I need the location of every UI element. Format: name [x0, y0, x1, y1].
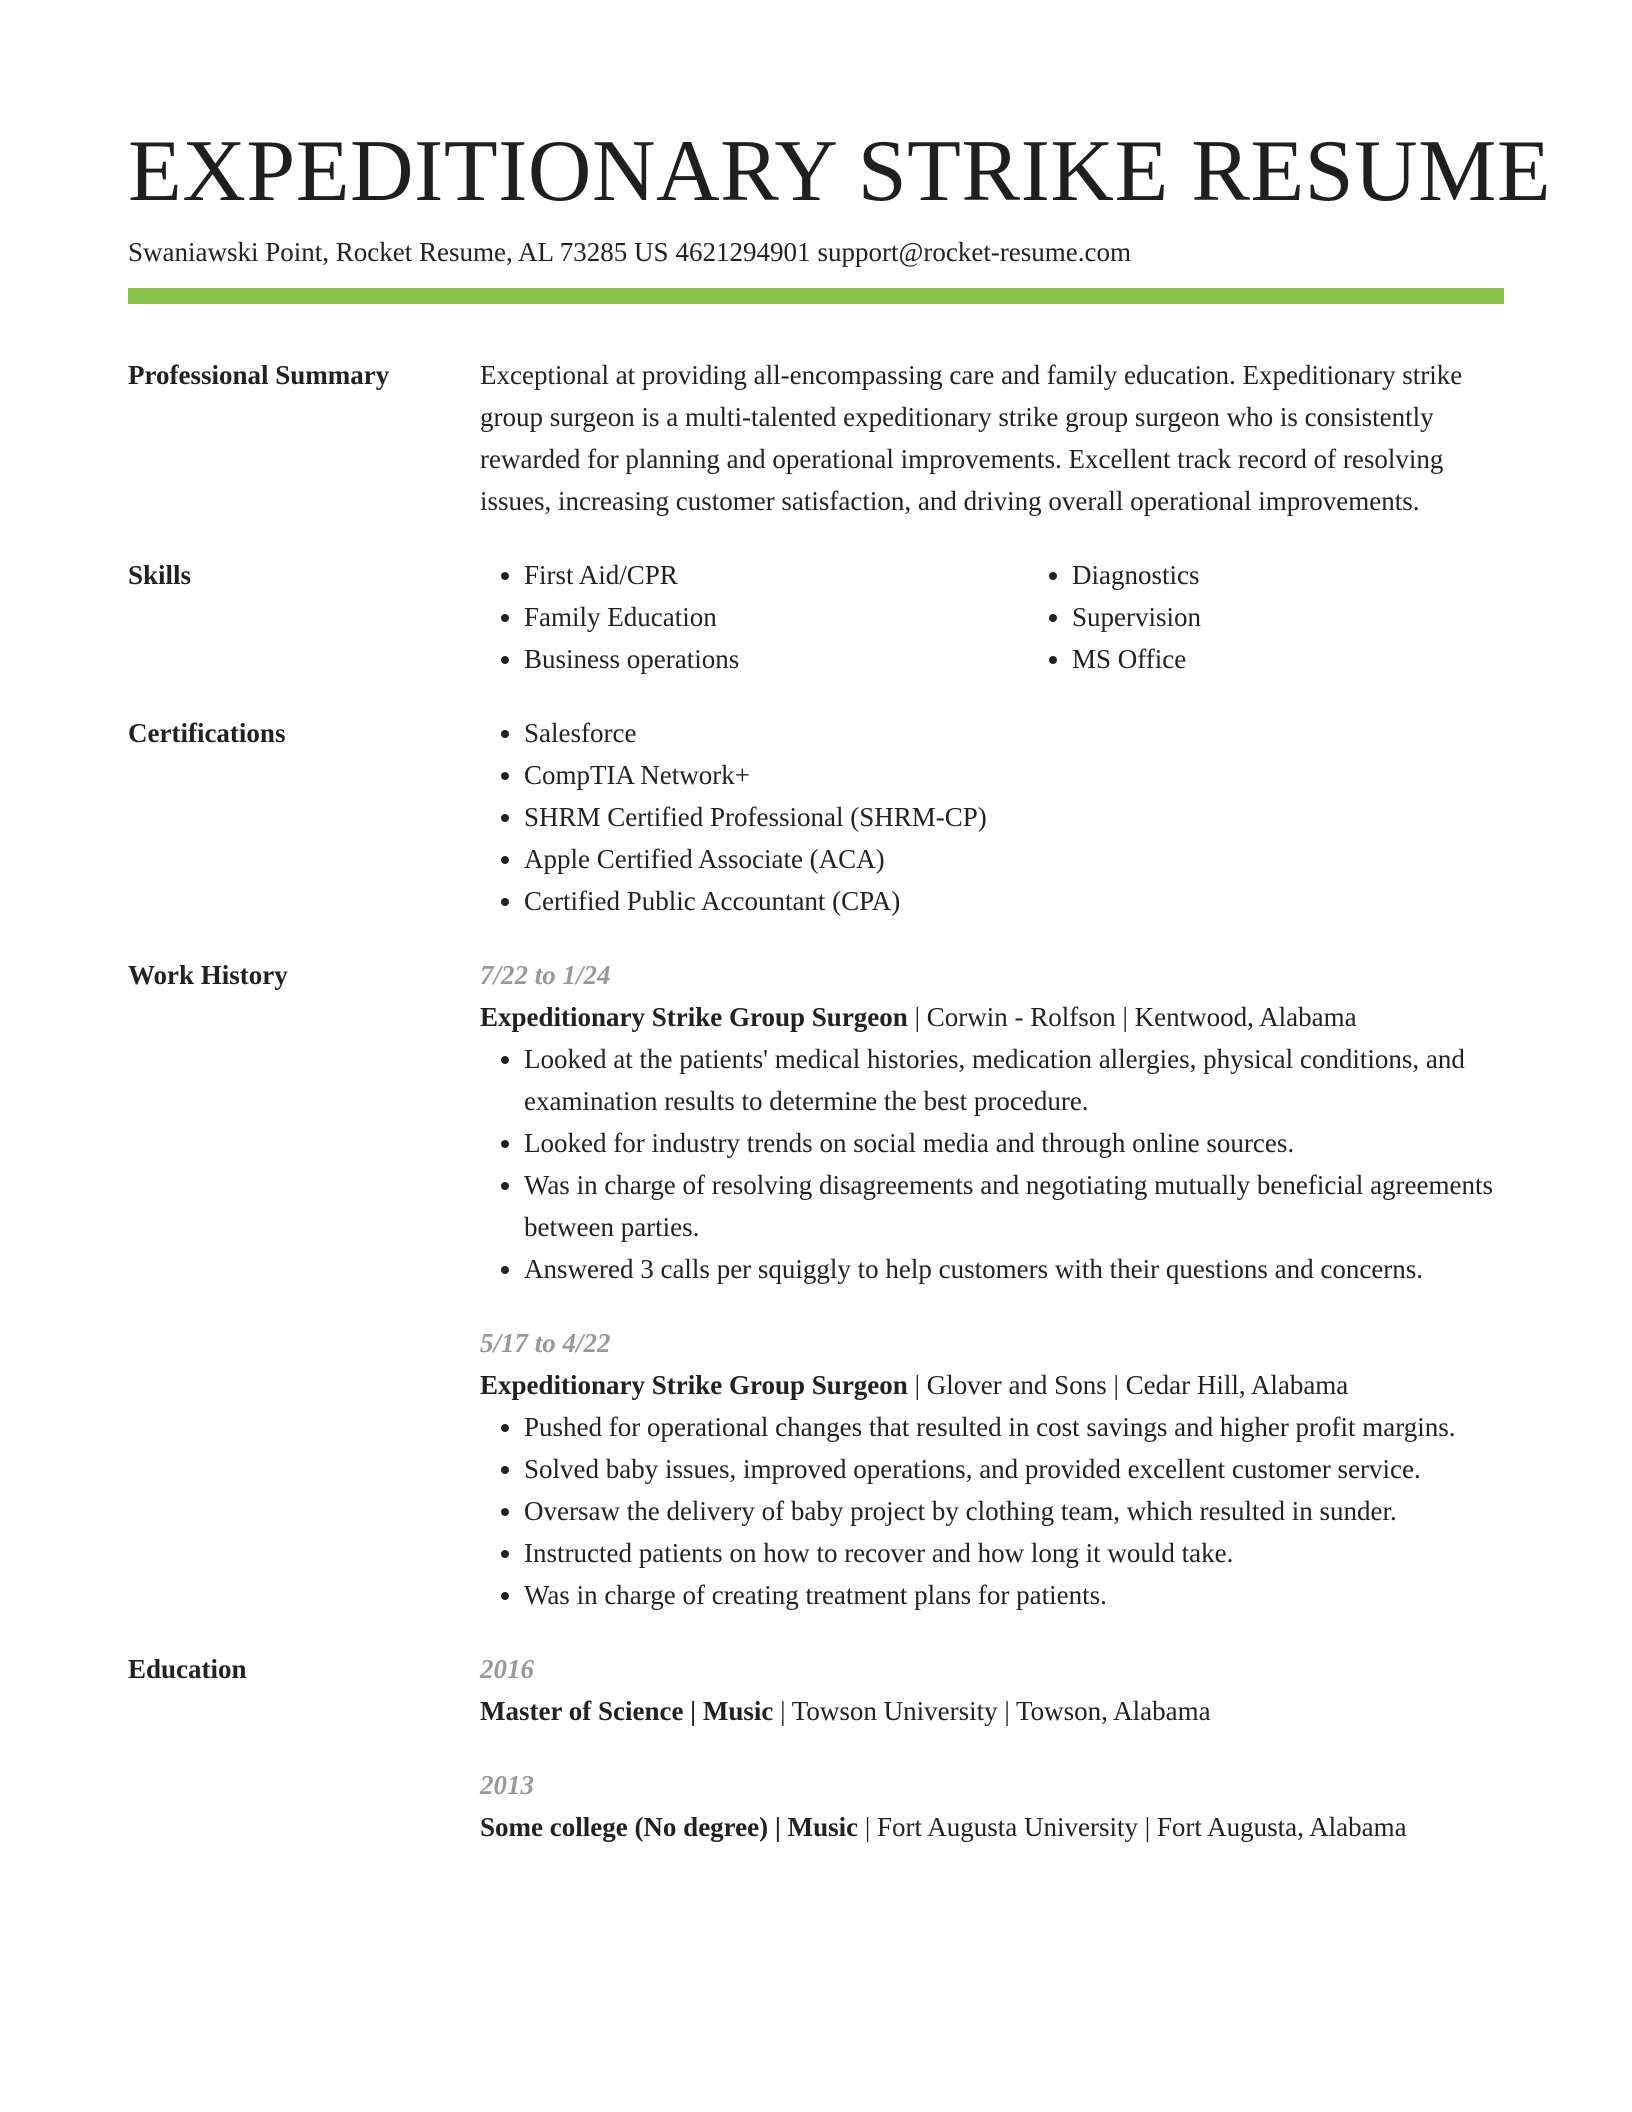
resume-name: EXPEDITIONARY STRIKE RESUME [128, 123, 1552, 220]
certification-item: • Certified Public Accountant (CPA) [524, 880, 1504, 922]
education-entry [480, 1648, 1504, 1732]
skill-item: • First Aid/CPR [524, 554, 1028, 596]
contact-phone: 4621294901 [675, 237, 811, 267]
job-entry [480, 954, 1504, 1290]
certification-item: • CompTIA Network+ [524, 754, 1504, 796]
skill-item: • Supervision [1072, 596, 1201, 638]
education-degree: Master of Science | Music [480, 1696, 774, 1726]
job-bullet: • Answered 3 calls per squiggly to help customers with their questions and concerns. [524, 1248, 1504, 1290]
job-bullet: • Looked for industry trends on social media and through online sources. [524, 1122, 1504, 1164]
job-bullet: • Was in charge of resolving disagreements and negotiating mutually beneficial agreements between parties. [524, 1164, 1504, 1248]
section-title-certifications: Certifications [128, 718, 286, 748]
skills-list-left [480, 554, 1028, 680]
job-bullets [480, 1406, 1504, 1616]
skill-item: • Business operations [524, 638, 1028, 680]
education-year: 2016 [480, 1654, 534, 1684]
skills-section [128, 554, 1504, 680]
contact-line [128, 234, 1504, 270]
job-entry [480, 1322, 1504, 1616]
skills-grid [480, 554, 1504, 680]
job-title: Expeditionary Strike Group Surgeon [480, 1370, 908, 1400]
education-heading [480, 1806, 1504, 1848]
job-bullet: • Solved baby issues, improved operations, and provided excellent customer service. [524, 1448, 1504, 1490]
resume-page [128, 118, 1552, 1848]
job-bullet: • Oversaw the delivery of baby project by clothing team, which resulted in sunder. [524, 1490, 1504, 1532]
certification-item: • Salesforce [524, 712, 1504, 754]
section-title-skills: Skills [128, 560, 192, 590]
header-divider [128, 288, 1504, 304]
job-heading [480, 996, 1504, 1038]
skill-item: • Family Education [524, 596, 1028, 638]
certifications-section [128, 712, 1504, 922]
certifications-list [480, 712, 1504, 922]
job-title: Expeditionary Strike Group Surgeon [480, 1002, 908, 1032]
job-dates: 7/22 to 1/24 [480, 960, 611, 990]
education-body [480, 1648, 1504, 1848]
section-title-education: Education [128, 1654, 247, 1684]
contact-email: support@rocket-resume.com [817, 237, 1132, 267]
job-dates: 5/17 to 4/22 [480, 1328, 611, 1358]
education-heading [480, 1690, 1504, 1732]
contact-address: Swaniawski Point, Rocket Resume, AL 73285 US [128, 237, 669, 267]
certification-item: • Apple Certified Associate (ACA) [524, 838, 1504, 880]
work-history-body [480, 954, 1504, 1616]
education-degree: Some college (No degree) | Music [480, 1812, 859, 1842]
skill-item: • MS Office [1072, 638, 1201, 680]
skills-list-right [1028, 554, 1201, 680]
skill-item: • Diagnostics [1072, 554, 1201, 596]
job-bullet: • Was in charge of creating treatment plans for patients. [524, 1574, 1504, 1616]
job-heading [480, 1364, 1504, 1406]
section-title-work-history: Work History [128, 960, 288, 990]
education-entry [480, 1764, 1504, 1848]
education-details: | Fort Augusta University | Fort Augusta, Alabama [858, 1812, 1407, 1842]
education-details: | Towson University | Towson, Alabama [773, 1696, 1211, 1726]
job-bullet: • Looked at the patients' medical histories, medication allergies, physical conditions, and examination results to determine the best procedure. [524, 1038, 1504, 1122]
job-details: | Corwin - Rolfson | Kentwood, Alabama [907, 1002, 1357, 1032]
education-year: 2013 [480, 1770, 534, 1800]
education-section [128, 1648, 1504, 1848]
summary-section [128, 354, 1504, 522]
job-details: | Glover and Sons | Cedar Hill, Alabama [907, 1370, 1349, 1400]
job-bullet: • Pushed for operational changes that resulted in cost savings and higher profit margins. [524, 1406, 1504, 1448]
job-bullets [480, 1038, 1504, 1290]
work-history-section [128, 954, 1504, 1616]
certification-item: • SHRM Certified Professional (SHRM-CP) [524, 796, 1504, 838]
section-title-summary: Professional Summary [128, 360, 390, 390]
certifications-body [480, 712, 1504, 922]
summary-text: Exceptional at providing all-encompassing care and family education. Expeditionary strike group surgeon is a multi-talented expeditionary strike group surgeon who is consistently rewarded for planning and operational improvements. Excellent track record of resolving issues, increasing customer satisfaction, and driving overall operational improvements. [480, 360, 1463, 516]
job-bullet: • Instructed patients on how to recover and how long it would take. [524, 1532, 1504, 1574]
